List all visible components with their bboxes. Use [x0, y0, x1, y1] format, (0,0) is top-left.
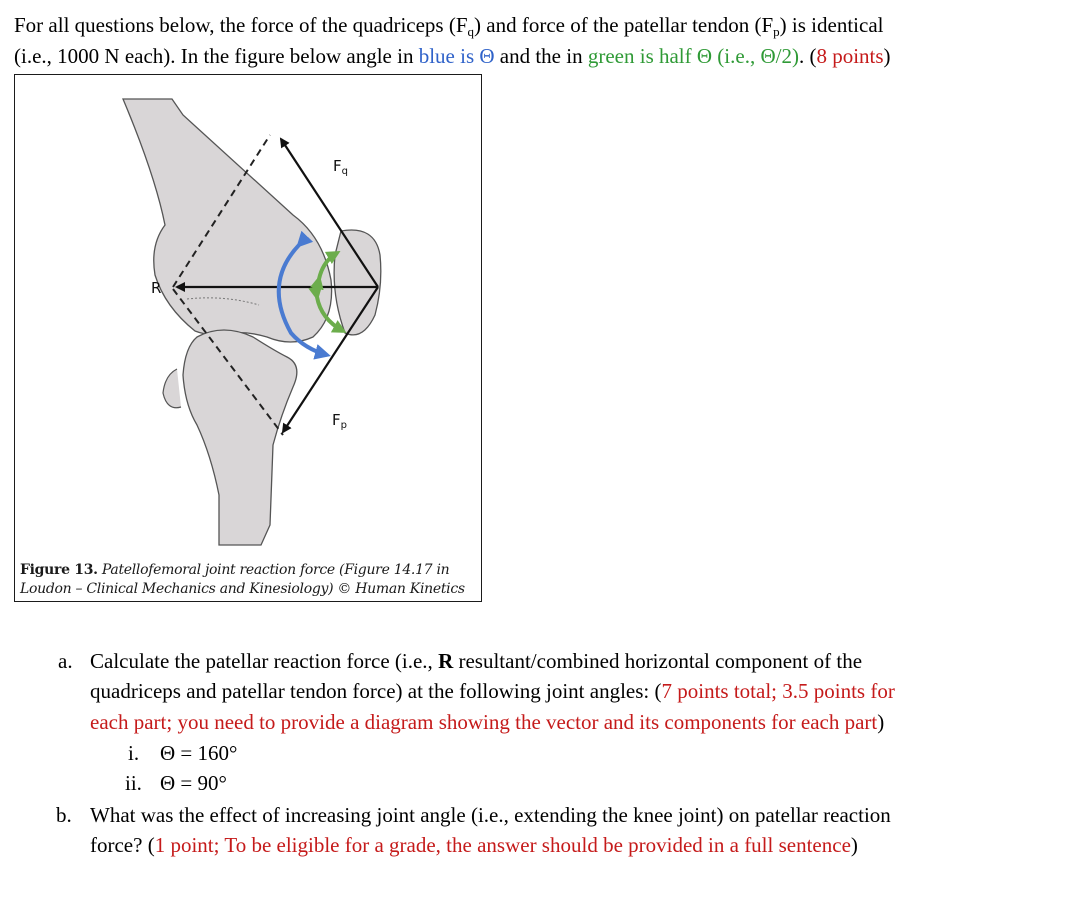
question-a-line-1 — [90, 646, 862, 677]
question-text: ) — [877, 710, 885, 734]
femur-bone — [123, 99, 332, 342]
tibia-bone — [183, 330, 297, 545]
question-text: ) — [850, 833, 858, 857]
intro-text: ) is identical — [779, 13, 884, 37]
knee-diagram — [15, 75, 483, 603]
part-ii-marker: ii. — [125, 771, 142, 795]
knee-figure — [14, 74, 482, 602]
intro-line-2 — [14, 41, 891, 72]
question-text-bold: R — [438, 649, 454, 673]
question-a-line-3 — [90, 707, 884, 738]
r-label: R — [151, 279, 162, 297]
intro-text: ) and force of the patellar tendon (F — [474, 13, 774, 37]
points-text: 1 point; To be eligible for a grade, the answer should be provided in a full sentence — [154, 833, 851, 857]
question-b-line-2 — [90, 830, 858, 861]
question-b-marker: b. — [56, 803, 72, 827]
figure-caption — [20, 561, 490, 599]
question-text: quadriceps and patellar tendon force) at the following joint angles: ( — [90, 679, 662, 703]
caption-bold: Figure 13. — [20, 562, 98, 578]
fq-label: $F_q$ — [333, 157, 348, 177]
intro-text: For all questions below, the force of the quadriceps (F — [14, 13, 468, 37]
caption-text: Patellofemoral joint reaction force (Figure 14.17 in — [97, 562, 450, 578]
question-a-marker: a. — [58, 649, 73, 673]
question-text: resultant/combined horizontal component of the — [453, 649, 863, 673]
intro-text: (i.e., 1000 N each). In the figure below angle in — [14, 44, 419, 68]
question-a-line-2 — [90, 676, 895, 707]
points-text: 8 points — [816, 44, 884, 68]
intro-text: ) — [883, 44, 891, 68]
part-ii-text: Θ = 90° — [160, 771, 227, 795]
green-angle-text: green is half Θ (i.e., Θ/2) — [587, 44, 799, 68]
points-text: 7 points total; 3.5 points for — [661, 679, 895, 703]
intro-text: . ( — [798, 44, 817, 68]
question-text: force? ( — [90, 833, 155, 857]
subscript-p: p — [773, 24, 780, 39]
question-b-line-1: What was the effect of increasing joint angle (i.e., extending the knee joint) on patellar reaction — [90, 803, 891, 827]
blue-angle-text: blue is Θ — [418, 44, 495, 68]
intro-text: and the in — [494, 44, 588, 68]
caption-text: Loudon – Clinical Mechanics and Kinesiology) © Human Kinetics — [20, 581, 465, 597]
part-i-text: Θ = 160° — [160, 741, 238, 765]
part-i-marker: i. — [128, 741, 140, 765]
fp-label: $F_p$ — [332, 411, 347, 431]
points-text: each part; you need to provide a diagram showing the vector and its components for each part — [90, 710, 878, 734]
subscript-q: q — [467, 24, 475, 39]
question-text: Calculate the patellar reaction force (i.e., — [90, 649, 439, 673]
